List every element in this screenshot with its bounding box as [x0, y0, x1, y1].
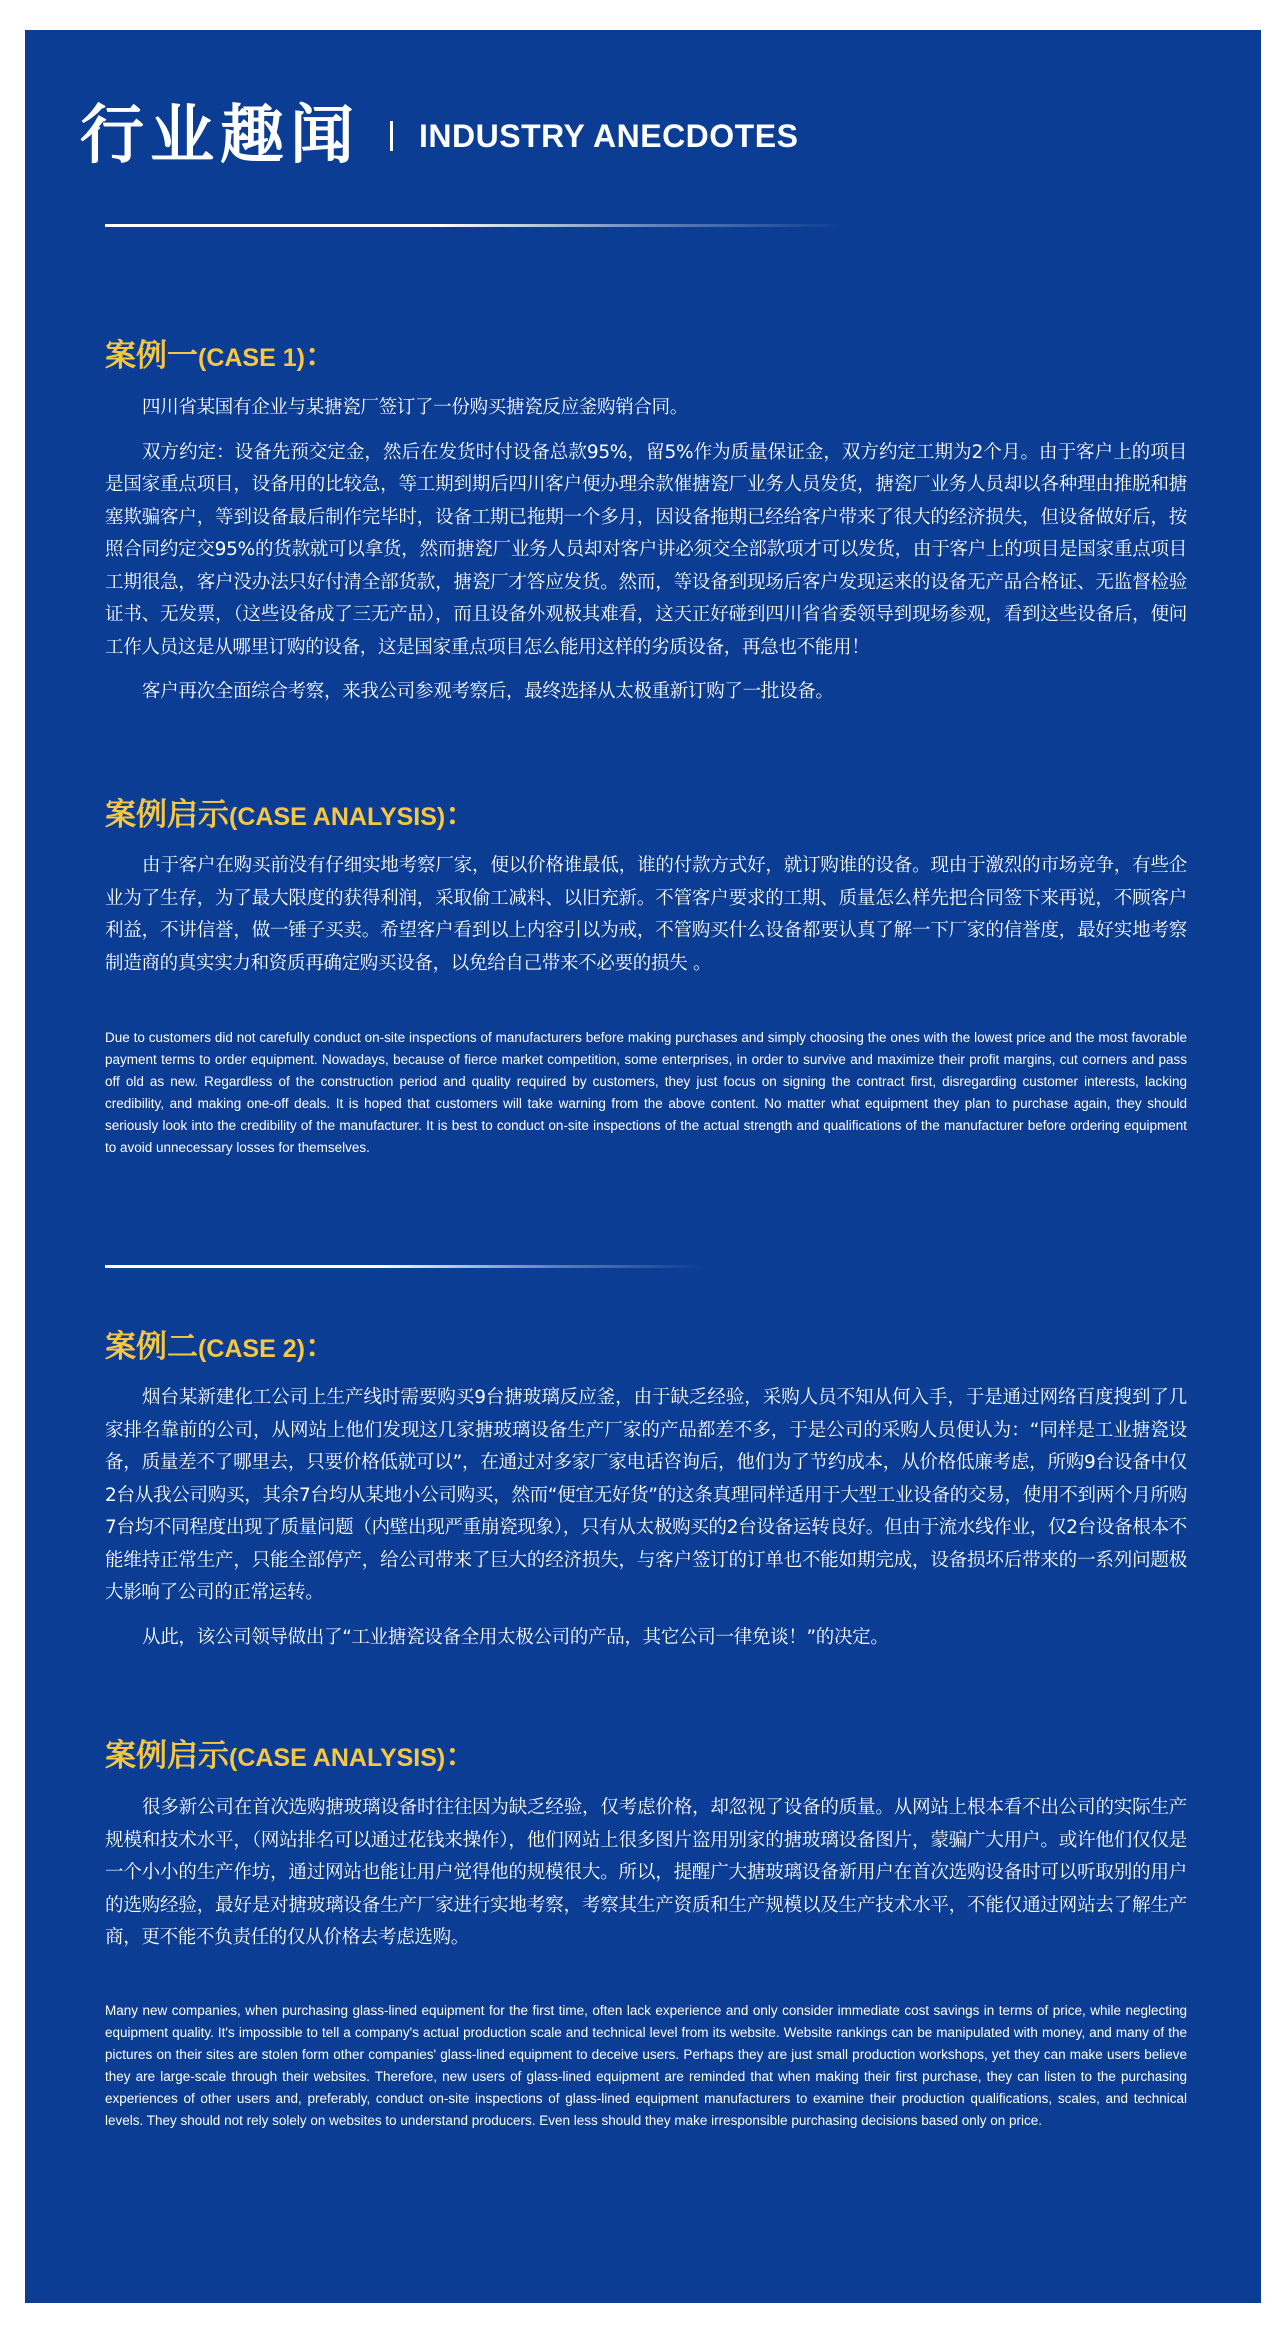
analysis2-title-en: (CASE ANALYSIS) — [229, 1744, 446, 1772]
case1-title-en: (CASE 1) — [198, 344, 305, 372]
analysis1-title-cn: 案例启示 — [105, 797, 229, 833]
page-header — [80, 98, 840, 174]
analysis2-english: Many new companies, when purchasing glass-lined equipment for the first time, often lack experience and only consider immediate cost savings in terms of price, while neglecting equipment quality. It's impossible to tell a company's actual production scale and technical level from its website. Website rankings can be manipulated with money, and many of the pictures on their sites are stolen form other companies' glass-lined equipment to deceive users. Perhaps they are just small production workshops, yet they can make users believe they are large-scale through their websites. Therefore, new users of glass-lined equipment are reminded that when making their first purchase, they can listen to the purchasing experiences of other users and, preferably, conduct on-site inspections of glass-lined equipment manufacturers to examine their production qualifications, scales, and technical levels. They should not rely solely on websites to understand producers. Even less should they make irresponsible purchasing decisions based only on price. — [105, 2003, 1187, 2128]
header-rule — [105, 224, 845, 227]
analysis2-body — [105, 1792, 1187, 1955]
analysis2-title-cn: 案例启示 — [105, 1738, 229, 1774]
case1-paragraph: 双方约定：设备先预交定金，然后在发货时付设备总款95%，留5%作为质量保证金，双方约定工期为2个月。由于客户上的项目是国家重点项目，设备用的比较急，等工期到期后四川客户便办理余款催搪瓷厂业务人员发货，搪瓷厂业务人员却以各种理由推脱和搪塞欺骗客户，等到设备最后制作完毕时，设备工期已拖期一个多月，因设备拖期已经给客户带来了很大的经济损失，但设备做好后，按照合同约定交95%的货款就可以拿货，然而搪瓷厂业务人员却对客户讲必须交全部款项才可以发货，由于客户上的项目是国家重点项目工期很急，客户没办法只好付清全部货款，搪瓷厂才答应发货。然而，等设备到现场后客户发现运来的设备无产品合格证、无监督检验证书、无发票，（这些设备成了三无产品），而且设备外观极其难看，这天正好碰到四川省省委领导到现场参观，看到这些设备后，便问工作人员这是从哪里订购的设备，这是国家重点项目怎么能用这样的劣质设备，再急也不能用！ — [105, 441, 1187, 658]
case2-paragraph: 从此，该公司领导做出了“工业搪瓷设备全用太极公司的产品，其它公司一律免谈！”的决定。 — [142, 1626, 889, 1648]
case2-title-cn: 案例二 — [105, 1329, 198, 1365]
analysis1-paragraph: 由于客户在购买前没有仔细实地考察厂家，便以价格谁最低，谁的付款方式好，就订购谁的设备。现由于激烈的市场竞争，有些企业为了生存，为了最大限度的获得利润，采取偷工减料、以旧充新。不管客户要求的工期、质量怎么样先把合同签下来再说，不顾客户利益，不讲信誉，做一锤子买卖。希望客户看到以上内容引以为戒，不管购买什么设备都要认真了解一下厂家的信誉度，最好实地考察制造商的真实实力和资质再确定购买设备，以免给自己带来不必要的损失 。 — [105, 855, 1187, 974]
case1-title-colon: ： — [304, 338, 336, 374]
case1-body — [105, 392, 1187, 709]
analysis1-title-en: (CASE ANALYSIS) — [229, 803, 446, 831]
analysis2-title-colon: ： — [445, 1738, 477, 1774]
analysis1-title-colon: ： — [445, 797, 477, 833]
case2-body — [105, 1382, 1187, 1654]
page-title-english: INDUSTRY ANECDOTES — [419, 117, 799, 154]
case1-paragraph: 四川省某国有企业与某搪瓷厂签订了一份购买搪瓷反应釜购销合同。 — [142, 397, 689, 418]
title-divider — [390, 121, 393, 151]
analysis1-title — [105, 795, 476, 837]
case1-paragraph: 客户再次全面综合考察，来我公司参观考察后，最终选择从太极重新订购了一批设备。 — [142, 681, 834, 702]
analysis2-paragraph: 很多新公司在首次选购搪玻璃设备时往往因为缺乏经验，仅考虑价格，却忽视了设备的质量。从网站上根本看不出公司的实际生产规模和技术水平，（网站排名可以通过花钱来操作），他们网站上很多图片盗用别家的搪玻璃设备图片，蒙骗广大用户。或许他们仅仅是一个小小的生产作坊，通过网站也能让用户觉得他的规模很大。所以，提醒广大搪玻璃设备新用户在首次选购设备时可以听取别的用户的选购经验，最好是对搪玻璃设备生产厂家进行实地考察，考察其生产资质和生产规模以及生产技术水平，不能仅通过网站去了解生产商，更不能不负责任的仅从价格去考虑选购。 — [105, 1797, 1187, 1948]
case2-title — [105, 1327, 336, 1369]
case1-title-cn: 案例一 — [105, 338, 198, 374]
analysis1-english: Due to customers did not carefully conduct on-site inspections of manufacturers before making purchases and simply choosing the ones with the lowest price and the most favorable payment terms to order equipment. Nowadays, because of fierce market competition, some enterprises, in order to survive and maximize their profit margins, cut corners and pass off old as new. Regardless of the construction period and quality required by customers, they just focus on signing the contract first, disregarding customer interests, lacking credibility, and making one-off deals. It is hoped that customers will take warning from the above content. No matter what equipment they plan to purchase again, they should seriously look into the credibility of the manufacturer. It is best to conduct on-site inspections of the actual strength and qualifications of the manufacturer before ordering equipment to avoid unnecessary losses for themselves. — [105, 1030, 1187, 1155]
case1-title — [105, 336, 336, 378]
case2-title-colon: ： — [304, 1329, 336, 1365]
case2-title-en: (CASE 2) — [198, 1335, 305, 1363]
analysis2-title — [105, 1736, 476, 1778]
case2-paragraph: 烟台某新建化工公司上生产线时需要购买9台搪玻璃反应釜，由于缺乏经验，采购人员不知从何入手，于是通过网络百度搜到了几家排名靠前的公司，从网站上他们发现这几家搪玻璃设备生产厂家的产品都差不多，于是公司的采购人员便认为：“同样是工业搪瓷设备，质量差不了哪里去，只要价格低就可以”，在通过对多家厂家电话咨询后，他们为了节约成本，从价格低廉考虑，所购9台设备中仅2台从我公司购买，其余7台均从某地小公司购买，然而“便宜无好货”的这条真理同样适用于大型工业设备的交易，使用不到两个月所购7台均不同程度出现了质量问题（内壁出现严重崩瓷现象），只有从太极购买的2台设备运转良好。但由于流水线作业，仅2台设备根本不能维持正常生产，只能全部停产，给公司带来了巨大的经济损失，与客户签订的订单也不能如期完成，设备损坏后带来的一系列问题极大影响了公司的正常运转。 — [105, 1387, 1187, 1603]
section-divider — [105, 1265, 705, 1268]
page-title: 行业趣闻 — [80, 99, 360, 173]
analysis1-body — [105, 850, 1187, 980]
